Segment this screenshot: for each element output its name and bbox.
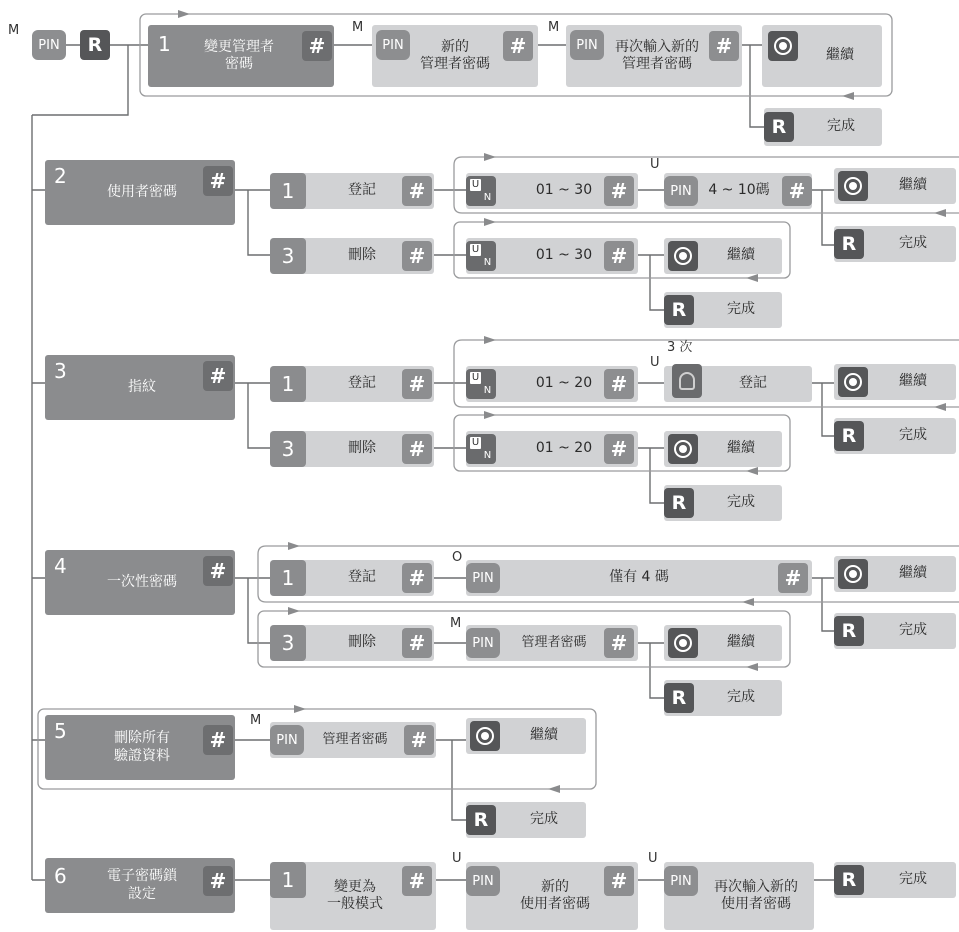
- hash-icon[interactable]: #: [402, 176, 432, 206]
- hash-icon[interactable]: #: [503, 31, 533, 61]
- user-range-label: 01 ~ 30: [535, 247, 593, 264]
- user-range-label: 01 ~ 30: [535, 182, 593, 199]
- hash-icon[interactable]: #: [402, 369, 432, 399]
- hash-icon[interactable]: #: [402, 241, 432, 271]
- continue-icon[interactable]: [470, 721, 500, 751]
- menu-1-number: 1: [158, 32, 171, 56]
- continue-icon[interactable]: [668, 434, 698, 464]
- label-u: U: [452, 851, 462, 866]
- continue-icon[interactable]: [838, 367, 868, 397]
- r-key-icon[interactable]: R: [80, 30, 110, 60]
- pin-icon[interactable]: PIN: [270, 725, 304, 755]
- pin-icon[interactable]: PIN: [32, 30, 66, 60]
- admin-pw-label: 管理者密碼: [322, 731, 388, 747]
- menu-3-number: 3: [54, 359, 67, 383]
- menu-2-title: 使用者密碼: [107, 183, 177, 200]
- user-range-label: 01 ~ 20: [535, 375, 593, 392]
- user-number-icon[interactable]: U N: [466, 434, 496, 464]
- continue-label: 繼續: [727, 247, 755, 264]
- r-key-icon[interactable]: R: [664, 295, 694, 325]
- reenter-admin-pw-label: 再次輸入新的 管理者密碼: [615, 38, 699, 72]
- done-label: 完成: [530, 811, 558, 828]
- menu-6-number: 6: [54, 864, 67, 888]
- hash-icon[interactable]: #: [402, 434, 432, 464]
- hash-icon[interactable]: #: [404, 725, 434, 755]
- four-digit-only-label: 僅有 4 碼: [609, 569, 669, 586]
- hash-icon[interactable]: #: [402, 563, 432, 593]
- reenter-user-pw-label: 再次輸入新的 使用者密碼: [714, 878, 798, 912]
- label-m: M: [250, 713, 262, 728]
- label-m: M: [8, 23, 20, 38]
- new-admin-pw-label: 新的 管理者密碼: [420, 38, 490, 72]
- hash-icon[interactable]: #: [604, 241, 634, 271]
- register-label: 登記: [348, 182, 376, 199]
- menu-5-title: 刪除所有 驗證資料: [114, 730, 170, 764]
- hash-icon[interactable]: #: [203, 166, 233, 196]
- label-o: O: [452, 550, 463, 565]
- label-m: M: [352, 20, 364, 35]
- continue-icon[interactable]: [838, 559, 868, 589]
- menu-1-title: 變更管理者 密碼: [204, 38, 274, 72]
- done-label: 完成: [827, 118, 855, 135]
- normal-mode-label: 變更為 一般模式: [327, 878, 383, 912]
- continue-icon[interactable]: [668, 628, 698, 658]
- sub-3-register-number: 1: [270, 366, 306, 402]
- register-label: 登記: [348, 375, 376, 392]
- register-label: 登記: [348, 569, 376, 586]
- pin-icon[interactable]: PIN: [376, 30, 410, 60]
- continue-icon[interactable]: [838, 171, 868, 201]
- four-digit-only-box: [466, 560, 812, 596]
- sub-4-register-number: 1: [270, 560, 306, 596]
- admin-pw-label: 管理者密碼: [521, 634, 587, 650]
- user-number-icon[interactable]: U N: [466, 241, 496, 271]
- done-label: 完成: [899, 622, 927, 639]
- r-key-icon[interactable]: R: [466, 805, 496, 835]
- continue-icon[interactable]: [668, 241, 698, 271]
- label-u: U: [650, 355, 660, 370]
- label-u: U: [648, 851, 658, 866]
- pin-icon[interactable]: PIN: [466, 563, 500, 593]
- label-u: U: [650, 157, 660, 172]
- r-key-icon[interactable]: R: [834, 865, 864, 895]
- hash-icon[interactable]: #: [778, 563, 808, 593]
- hash-icon[interactable]: #: [302, 31, 332, 61]
- pin-length-label: 4 ~ 10碼: [708, 182, 770, 199]
- pin-icon[interactable]: PIN: [466, 866, 500, 896]
- continue-label: 繼續: [826, 47, 854, 64]
- hash-icon[interactable]: #: [604, 866, 634, 896]
- continue-label: 繼續: [899, 373, 927, 390]
- sub-6-option-number: 1: [270, 862, 306, 898]
- user-number-icon[interactable]: U N: [466, 176, 496, 206]
- delete-label: 刪除: [348, 634, 376, 651]
- sub-2-delete-number: 3: [270, 238, 306, 274]
- continue-label: 繼續: [899, 177, 927, 194]
- pin-icon[interactable]: PIN: [664, 176, 698, 206]
- r-key-icon[interactable]: R: [664, 488, 694, 518]
- fingerprint-register-label: 登記: [739, 375, 767, 392]
- r-key-icon[interactable]: R: [834, 229, 864, 259]
- done-label: 完成: [727, 301, 755, 318]
- label-m: M: [450, 616, 462, 631]
- menu-4-title: 一次性密碼: [107, 573, 177, 590]
- r-key-icon[interactable]: R: [834, 421, 864, 451]
- continue-icon[interactable]: [768, 31, 798, 61]
- menu-4-number: 4: [54, 554, 67, 578]
- menu-5-number: 5: [54, 719, 67, 743]
- r-key-icon[interactable]: R: [834, 616, 864, 646]
- scan-times-label: 3 次: [667, 340, 693, 355]
- fingerprint-icon[interactable]: [672, 364, 702, 398]
- menu-6-title: 電子密碼鎖 設定: [107, 868, 177, 902]
- pin-icon[interactable]: PIN: [466, 628, 500, 658]
- hash-icon[interactable]: #: [203, 361, 233, 391]
- done-label: 完成: [727, 689, 755, 706]
- continue-label: 繼續: [530, 727, 558, 744]
- hash-icon[interactable]: #: [709, 31, 739, 61]
- label-m: M: [548, 20, 560, 35]
- sub-3-delete-number: 3: [270, 431, 306, 467]
- menu-2-number: 2: [54, 164, 67, 188]
- r-key-icon[interactable]: R: [764, 112, 794, 142]
- hash-icon[interactable]: #: [604, 628, 634, 658]
- hash-icon[interactable]: #: [604, 176, 634, 206]
- done-label: 完成: [727, 494, 755, 511]
- pin-icon[interactable]: PIN: [570, 30, 604, 60]
- pin-icon[interactable]: PIN: [664, 866, 698, 896]
- delete-label: 刪除: [348, 440, 376, 457]
- hash-icon[interactable]: #: [402, 866, 432, 896]
- hash-icon[interactable]: #: [782, 176, 812, 206]
- user-range-label: 01 ~ 20: [535, 440, 593, 457]
- done-label: 完成: [899, 871, 927, 888]
- r-key-icon[interactable]: R: [664, 683, 694, 713]
- delete-label: 刪除: [348, 247, 376, 264]
- menu-3-title: 指紋: [128, 378, 156, 395]
- continue-label: 繼續: [727, 440, 755, 457]
- hash-icon[interactable]: #: [203, 556, 233, 586]
- hash-icon[interactable]: #: [203, 725, 233, 755]
- sub-2-register-number: 1: [270, 173, 306, 209]
- sub-4-delete-number: 3: [270, 625, 306, 661]
- new-user-pw-label: 新的 使用者密碼: [520, 878, 590, 912]
- user-number-icon[interactable]: U N: [466, 369, 496, 399]
- done-label: 完成: [899, 427, 927, 444]
- hash-icon[interactable]: #: [402, 628, 432, 658]
- hash-icon[interactable]: #: [203, 866, 233, 896]
- continue-label: 繼續: [727, 634, 755, 651]
- hash-icon[interactable]: #: [604, 369, 634, 399]
- continue-label: 繼續: [899, 565, 927, 582]
- done-label: 完成: [899, 235, 927, 252]
- hash-icon[interactable]: #: [604, 434, 634, 464]
